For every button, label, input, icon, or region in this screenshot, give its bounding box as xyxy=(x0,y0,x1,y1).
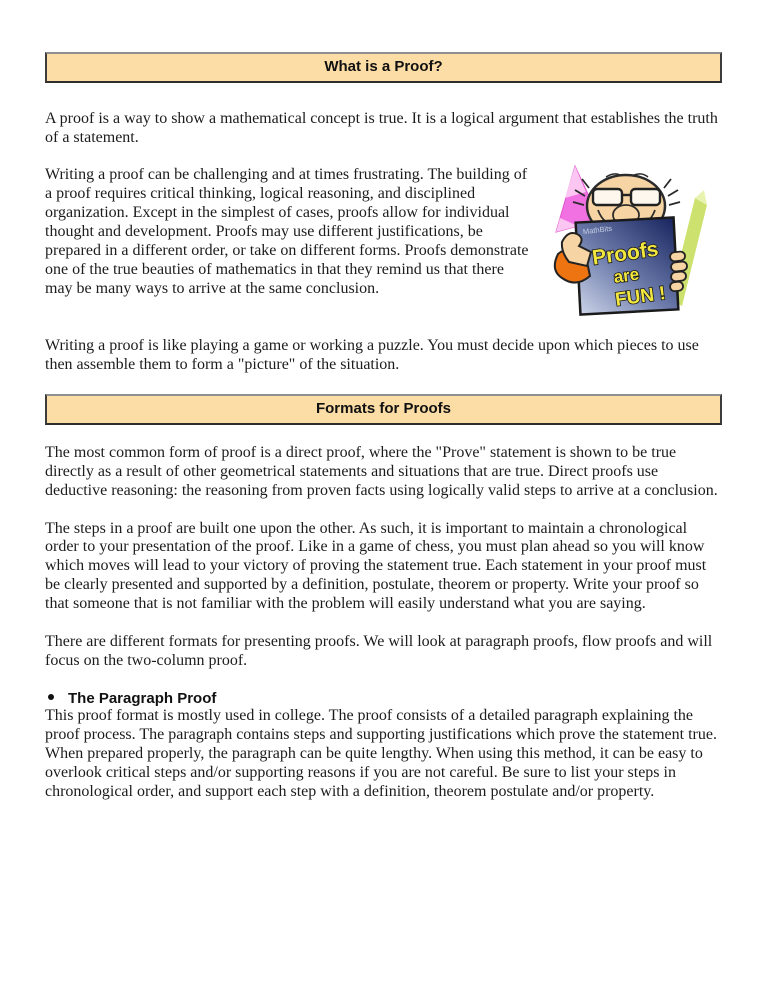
section-header-what-is-a-proof xyxy=(45,52,722,83)
puzzle-paragraph: Writing a proof is like playing a game or working a puzzle. You must decide upon which pieces to use then assemble them to form a "picture" of the situation. xyxy=(45,337,699,374)
intro-paragraph: A proof is a way to show a mathematical concept is true. It is a logical argument that establishes the truth of a statement. xyxy=(45,109,718,146)
sign-line3: FUN ! xyxy=(613,283,667,312)
bullet-icon xyxy=(48,694,54,700)
sign-line2: are xyxy=(612,264,641,288)
sign-watermark: MathBits xyxy=(582,224,613,237)
proofs-are-fun-illustration xyxy=(544,162,722,322)
paragraph-proof-description: This proof format is mostly used in college. The proof consists of a detailed paragraph explaining the proof process. The paragraph contains steps and supporting justifications which prove the statement true. When prepared properly, the paragraph can be quite lengthy. When using this method, it can be easy to overlook critical steps and/or supporting reasons if you are not careful. Be sure to list your steps in chronological order, and support each step with a definition, theorem postulate and/or property. xyxy=(45,707,717,800)
sign-board xyxy=(576,218,679,315)
direct-proof-paragraph: The most common form of proof is a direct proof, where the "Prove" statement is shown to be true directly as a result of other geometrical statements and situations that are true. Direct proofs use deductive reasoning: the reasoning from proven facts using logically valid steps to arrive at a conclusion. xyxy=(45,443,718,499)
sign-line1: Proofs xyxy=(590,238,660,271)
section-title: What is a Proof? xyxy=(324,58,443,75)
paragraph-with-illustration xyxy=(45,166,722,322)
chronological-paragraph: The steps in a proof are built one upon the other. As such, it is important to maintain a chronological order to your presentation of the proof. Like in a game of chess, you must plan ahead so you will know which moves will lead to your victory of proving the statement true. Each statement in your proof must be clearly presented and supported by a definition, postulate, theorem or property. Write your proof so that someone that is not familiar with the problem will easily understand what you are saying. xyxy=(45,519,707,612)
formats-paragraph: There are different formats for presenting proofs. We will look at paragraph proofs, flow proofs and will focus on the two-column proof. xyxy=(45,632,713,669)
section-header-formats-for-proofs xyxy=(45,394,722,425)
section-title: Formats for Proofs xyxy=(315,400,451,418)
bullet-heading-paragraph-proof xyxy=(48,690,722,708)
challenge-paragraph: Writing a proof can be challenging and at times frustrating. The building of a proof requires critical thinking, logical reasoning, and disciplined organization. Except in the simplest of cases, proofs allow for individual thought and development. Proofs may use different justifications, be prepared in a different order, or take on different forms. Proofs demonstrate one of the true beauties of mathematics in that they remind us that there may be many ways to arrive at the same conclusion. xyxy=(45,166,529,297)
professor-cartoon-icon xyxy=(544,162,722,322)
bullet-heading-label: The Paragraph Proof xyxy=(68,689,217,707)
